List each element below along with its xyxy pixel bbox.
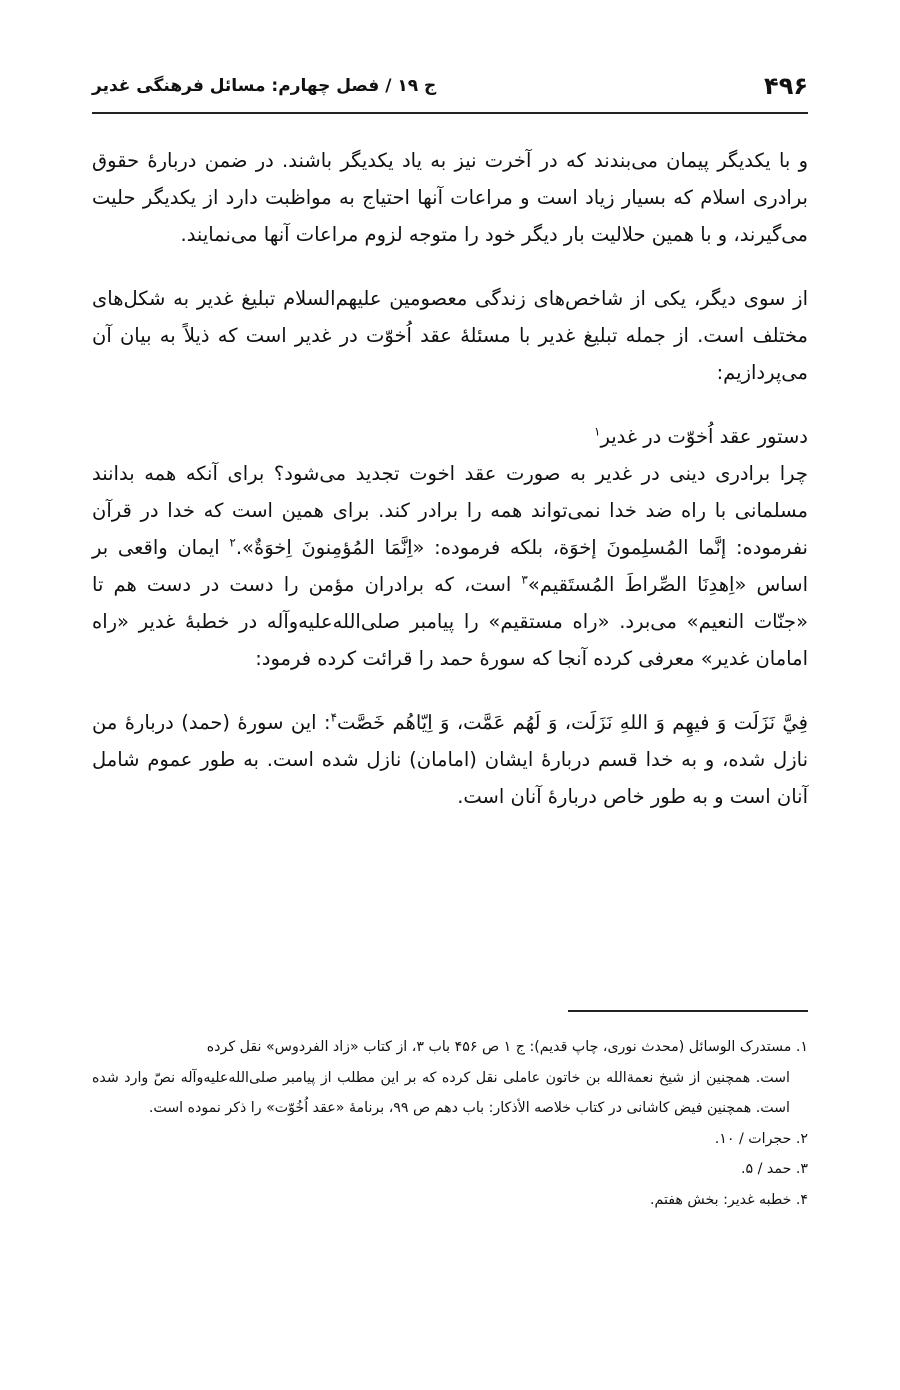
- footnotes: [92, 1032, 808, 1215]
- footnote-ref-4[interactable]: ۴: [330, 710, 338, 725]
- footnote-1-first-line: ۱. مستدرک الوسائل (محدث نوری، چاپ قدیم): ج ۱ ص ۴۵۶ باب ۳، از کتاب «زاد الفردوس» نقل کرده: [206, 1039, 808, 1055]
- footnote-2: ۲. حجرات / ۱۰.: [714, 1130, 808, 1147]
- paragraph-3: [92, 455, 808, 677]
- paragraph-2: از سوی دیگر، یکی از شاخص‌های زندگی معصومین علیهم‌السلام تبلیغ غدیر به شکل‌های مختلف است. از جمله تبلیغ غدیر با مسئلۀ عقد اُخوّت در غدیر است که ذیلاً به بیان آن می‌پردازیم:: [92, 287, 808, 384]
- footnote-4: ۴. خطبه غدیر: بخش هفتم.: [650, 1191, 808, 1208]
- paragraph-3-part-a: چرا برادری دینی در غدیر به صورت عقد اخوت تجدید می‌شود؟ برای آنکه همه بدانند مسلمانی با راه ضد خدا نمی‌تواند همه را برادر کند. برای همین است که خدا در قرآن نفرموده: إنَّما المُسلِمونَ إخوَة، بلکه فرموده: «اِنَّمَا المُؤمِنونَ اِخوَةٌ».: [92, 462, 808, 559]
- footnote-3: ۳. حمد / ۵.: [740, 1161, 808, 1177]
- arabic-quote: فِيَّ نَزَلَت وَ فيهِم وَ اللهِ نَزَلَت، وَ لَهُم عَمَّت، وَ اِيّاهُم خَصَّت: [337, 711, 809, 734]
- paragraph-3-part-b: ایمان واقعی بر اساس «اِهدِنَا الصِّراطَ المُستَقیم»: [92, 536, 808, 596]
- running-title: ج ۱۹ / فصل چهارم: مسائل فرهنگی غدیر: [92, 76, 437, 96]
- section-heading-text: دستور عقد اُخوّت در غدیر: [600, 425, 808, 448]
- paragraph-1: و با یکدیگر پیمان می‌بندند که در آخرت نیز به یاد یکدیگر باشند. در ضمن دربارۀ حقوق برادری اسلام که بسیار زیاد است و مراعات آنها احتیاج به مواظبت دارد از یکدیگر حلیت می‌گیرند، و با همین حلالیت بار دیگر خود را متوجه لزوم مراعات آنها می‌نمایند.: [92, 149, 808, 246]
- paragraph-4-rest: : این سورۀ (حمد) دربارۀ من نازل شده، و به خدا قسم دربارۀ ایشان (امامان) نازل شده است. به طور عموم شامل آنان است و به طور خاص دربارۀ آنان است.: [92, 711, 808, 808]
- footnote-separator: [568, 1010, 808, 1012]
- page-number: ۴۹۶: [764, 72, 808, 100]
- footnote-1: [92, 1032, 808, 1063]
- footnote-ref-2[interactable]: ۲: [229, 535, 236, 550]
- footnote-1-continuation: است. همچنین از شیخ نعمة‌الله بن خاتون عاملی نقل کرده که بر این مطلب از پیامبر صلی‌الله‌علیه‌وآله نصّ وارد شده است. همچنین فیض کاشانی در کتاب خلاصه الأذکار: باب دهم ص ۹۹، برنامۀ «عقد اُخُوّت» را ذکر نموده است.: [92, 1069, 790, 1116]
- page-header: [92, 64, 808, 114]
- paragraph-4: [92, 704, 808, 815]
- footnote-ref-1[interactable]: ۱: [593, 424, 601, 439]
- main-text: [92, 142, 808, 815]
- section-heading: [92, 418, 808, 455]
- footnote-ref-3[interactable]: ۳: [521, 572, 528, 587]
- paragraph-3-part-c: است، که برادران مؤمن را دست در دست هم تا «جنّات النعیم» می‌برد. «راه مستقیم» را پیامبر صلی‌الله‌علیه‌وآله در خطبۀ غدیر «راه امامان غدیر» معرفی کرده آنجا که سورۀ حمد را قرائت کرده فرمود:: [92, 573, 808, 670]
